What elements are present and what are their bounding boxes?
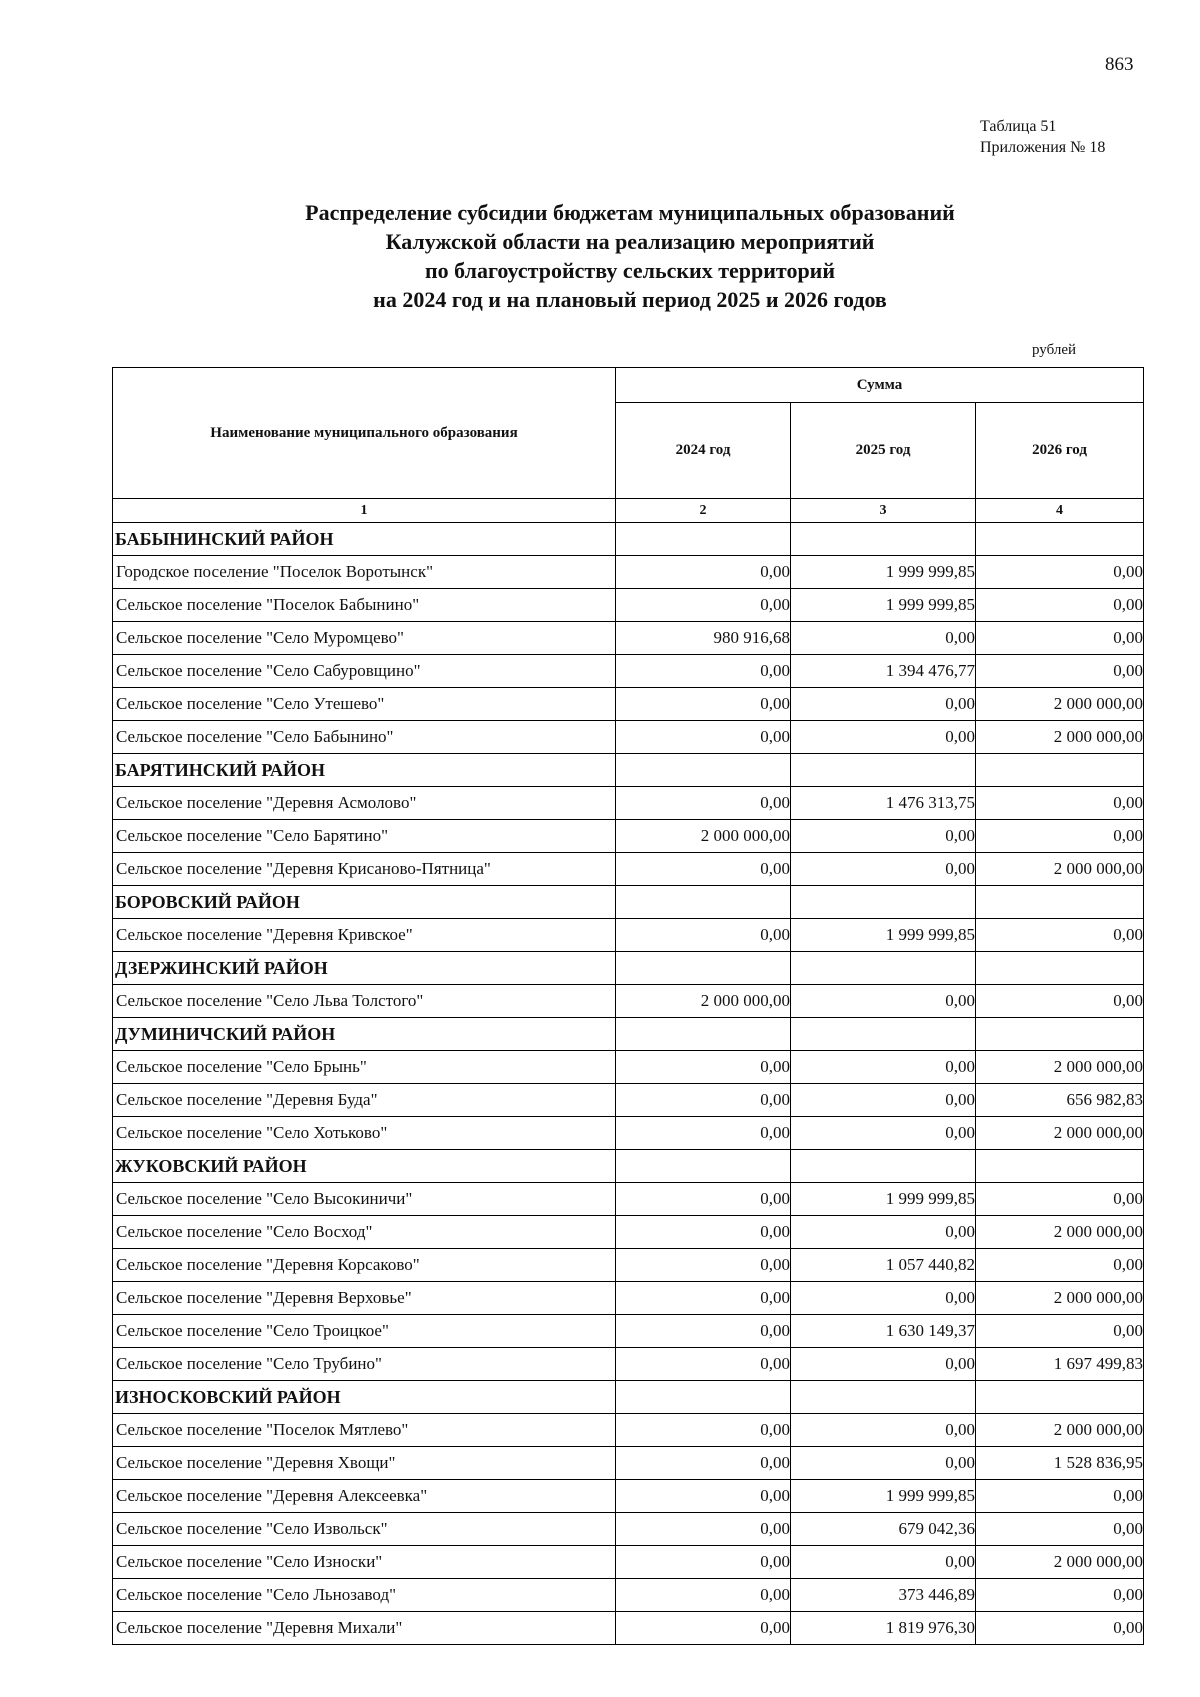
- amount-2025: 1 394 476,77: [791, 655, 976, 688]
- empty-cell: [976, 886, 1144, 919]
- settlement-name: Сельское поселение "Деревня Верховье": [113, 1282, 616, 1315]
- settlement-row: [113, 721, 1144, 754]
- header-name-column: Наименование муниципального образования: [113, 368, 616, 499]
- district-name: ДУМИНИЧСКИЙ РАЙОН: [113, 1018, 616, 1051]
- table-ref-line: Таблица 51: [980, 118, 1057, 135]
- amount-2025: 0,00: [791, 688, 976, 721]
- settlement-row: [113, 820, 1144, 853]
- amount-2024: 0,00: [616, 1579, 791, 1612]
- settlement-row: [113, 688, 1144, 721]
- amount-2026: 2 000 000,00: [976, 1117, 1144, 1150]
- amount-2026: 1 697 499,83: [976, 1348, 1144, 1381]
- settlement-name: Городское поселение "Поселок Воротынск": [113, 556, 616, 589]
- district-name: ДЗЕРЖИНСКИЙ РАЙОН: [113, 952, 616, 985]
- settlement-row: [113, 1249, 1144, 1282]
- amount-2024: 0,00: [616, 1084, 791, 1117]
- amount-2024: 0,00: [616, 589, 791, 622]
- amount-2026: 2 000 000,00: [976, 1282, 1144, 1315]
- amount-2024: 0,00: [616, 1051, 791, 1084]
- empty-cell: [616, 886, 791, 919]
- amount-2026: 0,00: [976, 655, 1144, 688]
- amount-2025: 0,00: [791, 1348, 976, 1381]
- empty-cell: [791, 1150, 976, 1183]
- empty-cell: [791, 754, 976, 787]
- empty-cell: [976, 1150, 1144, 1183]
- amount-2026: 0,00: [976, 985, 1144, 1018]
- amount-2025: 0,00: [791, 985, 976, 1018]
- settlement-row: [113, 622, 1144, 655]
- settlement-name: Сельское поселение "Деревня Крисаново-Пятница": [113, 853, 616, 886]
- amount-2024: 0,00: [616, 1117, 791, 1150]
- amount-2026: 1 528 836,95: [976, 1447, 1144, 1480]
- column-number: 1: [113, 499, 616, 523]
- subsidy-table: [112, 367, 1144, 1645]
- amount-2024: 0,00: [616, 1513, 791, 1546]
- table-ref-line: Приложения № 18: [980, 139, 1106, 156]
- settlement-row: [113, 655, 1144, 688]
- amount-2025: 1 999 999,85: [791, 919, 976, 952]
- empty-cell: [616, 523, 791, 556]
- settlement-name: Сельское поселение "Поселок Бабынино": [113, 589, 616, 622]
- title-line: Распределение субсидии бюджетам муниципальных образований: [305, 200, 955, 225]
- document-title: [150, 198, 1110, 314]
- empty-cell: [791, 886, 976, 919]
- table-body: [113, 523, 1144, 1645]
- settlement-name: Сельское поселение "Село Льнозавод": [113, 1579, 616, 1612]
- amount-2025: 679 042,36: [791, 1513, 976, 1546]
- settlement-row: [113, 1084, 1144, 1117]
- amount-2026: 0,00: [976, 1249, 1144, 1282]
- empty-cell: [616, 754, 791, 787]
- title-line: по благоустройству сельских территорий: [424, 258, 836, 283]
- empty-cell: [791, 523, 976, 556]
- amount-2026: 0,00: [976, 787, 1144, 820]
- district-row: [113, 523, 1144, 556]
- settlement-row: [113, 1216, 1144, 1249]
- amount-2024: 980 916,68: [616, 622, 791, 655]
- settlement-name: Сельское поселение "Поселок Мятлево": [113, 1414, 616, 1447]
- amount-2025: 1 057 440,82: [791, 1249, 976, 1282]
- empty-cell: [616, 952, 791, 985]
- amount-2025: 0,00: [791, 1546, 976, 1579]
- settlement-name: Сельское поселение "Село Хотьково": [113, 1117, 616, 1150]
- settlement-row: [113, 556, 1144, 589]
- amount-2025: 1 999 999,85: [791, 1480, 976, 1513]
- amount-2025: 0,00: [791, 721, 976, 754]
- empty-cell: [791, 1381, 976, 1414]
- empty-cell: [791, 1018, 976, 1051]
- amount-2024: 0,00: [616, 1315, 791, 1348]
- empty-cell: [791, 952, 976, 985]
- amount-2025: 0,00: [791, 1216, 976, 1249]
- settlement-name: Сельское поселение "Деревня Асмолово": [113, 787, 616, 820]
- settlement-name: Сельское поселение "Село Барятино": [113, 820, 616, 853]
- amount-2026: 0,00: [976, 1183, 1144, 1216]
- district-row: [113, 952, 1144, 985]
- district-name: БАБЫНИНСКИЙ РАЙОН: [113, 523, 616, 556]
- amount-2024: 0,00: [616, 787, 791, 820]
- amount-2024: 2 000 000,00: [616, 820, 791, 853]
- settlement-name: Сельское поселение "Село Восход": [113, 1216, 616, 1249]
- settlement-row: [113, 1513, 1144, 1546]
- header-2026: 2026 год: [976, 403, 1144, 499]
- amount-2024: 0,00: [616, 1447, 791, 1480]
- amount-2025: 1 630 149,37: [791, 1315, 976, 1348]
- amount-2024: 0,00: [616, 1612, 791, 1645]
- settlement-name: Сельское поселение "Деревня Кривское": [113, 919, 616, 952]
- settlement-row: [113, 1612, 1144, 1645]
- amount-2024: 0,00: [616, 919, 791, 952]
- amount-2024: 0,00: [616, 655, 791, 688]
- settlement-name: Сельское поселение "Село Брынь": [113, 1051, 616, 1084]
- settlement-row: [113, 1447, 1144, 1480]
- page-number: 863: [1105, 54, 1134, 75]
- district-row: [113, 1381, 1144, 1414]
- amount-2026: 656 982,83: [976, 1084, 1144, 1117]
- district-row: [113, 886, 1144, 919]
- settlement-name: Сельское поселение "Село Троицкое": [113, 1315, 616, 1348]
- column-number: 2: [616, 499, 791, 523]
- empty-cell: [976, 754, 1144, 787]
- amount-2026: 0,00: [976, 1612, 1144, 1645]
- amount-2026: 2 000 000,00: [976, 1051, 1144, 1084]
- amount-2024: 0,00: [616, 1480, 791, 1513]
- amount-2024: 0,00: [616, 688, 791, 721]
- settlement-row: [113, 985, 1144, 1018]
- empty-cell: [616, 1381, 791, 1414]
- empty-cell: [616, 1150, 791, 1183]
- settlement-name: Сельское поселение "Село Извольск": [113, 1513, 616, 1546]
- settlement-name: Сельское поселение "Деревня Михали": [113, 1612, 616, 1645]
- amount-2025: 0,00: [791, 1414, 976, 1447]
- amount-2025: 0,00: [791, 853, 976, 886]
- settlement-name: Сельское поселение "Село Износки": [113, 1546, 616, 1579]
- column-number: 4: [976, 499, 1144, 523]
- amount-2026: 2 000 000,00: [976, 853, 1144, 886]
- settlement-row: [113, 1480, 1144, 1513]
- settlement-row: [113, 853, 1144, 886]
- amount-2026: 0,00: [976, 556, 1144, 589]
- settlement-name: Сельское поселение "Село Бабынино": [113, 721, 616, 754]
- header-2025: 2025 год: [791, 403, 976, 499]
- settlement-row: [113, 919, 1144, 952]
- amount-2024: 0,00: [616, 556, 791, 589]
- empty-cell: [976, 1018, 1144, 1051]
- amount-2026: 0,00: [976, 1579, 1144, 1612]
- district-row: [113, 754, 1144, 787]
- amount-2026: 2 000 000,00: [976, 1216, 1144, 1249]
- amount-2026: 0,00: [976, 820, 1144, 853]
- amount-2026: 0,00: [976, 622, 1144, 655]
- amount-2024: 0,00: [616, 1183, 791, 1216]
- empty-cell: [976, 523, 1144, 556]
- settlement-row: [113, 1414, 1144, 1447]
- settlement-row: [113, 589, 1144, 622]
- amount-2024: 0,00: [616, 1414, 791, 1447]
- amount-2025: 0,00: [791, 1084, 976, 1117]
- amount-2026: 2 000 000,00: [976, 721, 1144, 754]
- amount-2026: 0,00: [976, 919, 1144, 952]
- amount-2024: 0,00: [616, 1216, 791, 1249]
- amount-2025: 1 476 313,75: [791, 787, 976, 820]
- title-line: на 2024 год и на плановый период 2025 и 2026 годов: [373, 287, 887, 312]
- amount-2025: 1 819 976,30: [791, 1612, 976, 1645]
- settlement-name: Сельское поселение "Село Утешево": [113, 688, 616, 721]
- amount-2026: 0,00: [976, 589, 1144, 622]
- district-row: [113, 1150, 1144, 1183]
- settlement-row: [113, 1546, 1144, 1579]
- settlement-name: Сельское поселение "Село Сабуровщино": [113, 655, 616, 688]
- amount-2026: 2 000 000,00: [976, 1414, 1144, 1447]
- amount-2024: 0,00: [616, 1546, 791, 1579]
- settlement-name: Сельское поселение "Село Трубино": [113, 1348, 616, 1381]
- amount-2025: 1 999 999,85: [791, 556, 976, 589]
- amount-2025: 373 446,89: [791, 1579, 976, 1612]
- amount-2025: 0,00: [791, 820, 976, 853]
- units-label: рублей: [1032, 342, 1077, 358]
- amount-2025: 0,00: [791, 622, 976, 655]
- empty-cell: [976, 1381, 1144, 1414]
- settlement-row: [113, 1051, 1144, 1084]
- district-name: ИЗНОСКОВСКИЙ РАЙОН: [113, 1381, 616, 1414]
- header-sum: Сумма: [616, 368, 1144, 403]
- empty-cell: [976, 952, 1144, 985]
- amount-2024: 0,00: [616, 853, 791, 886]
- table-reference: [980, 116, 1105, 158]
- amount-2026: 2 000 000,00: [976, 688, 1144, 721]
- settlement-row: [113, 1282, 1144, 1315]
- amount-2025: 1 999 999,85: [791, 589, 976, 622]
- settlement-name: Сельское поселение "Село Высокиничи": [113, 1183, 616, 1216]
- district-name: ЖУКОВСКИЙ РАЙОН: [113, 1150, 616, 1183]
- empty-cell: [616, 1018, 791, 1051]
- amount-2026: 0,00: [976, 1480, 1144, 1513]
- amount-2025: 0,00: [791, 1447, 976, 1480]
- settlement-name: Сельское поселение "Село Льва Толстого": [113, 985, 616, 1018]
- settlement-row: [113, 1348, 1144, 1381]
- amount-2025: 0,00: [791, 1282, 976, 1315]
- settlement-row: [113, 1315, 1144, 1348]
- amount-2025: 1 999 999,85: [791, 1183, 976, 1216]
- amount-2024: 0,00: [616, 721, 791, 754]
- settlement-name: Сельское поселение "Деревня Алексеевка": [113, 1480, 616, 1513]
- settlement-row: [113, 787, 1144, 820]
- settlement-name: Сельское поселение "Деревня Корсаково": [113, 1249, 616, 1282]
- settlement-name: Сельское поселение "Деревня Хвощи": [113, 1447, 616, 1480]
- amount-2026: 2 000 000,00: [976, 1546, 1144, 1579]
- amount-2025: 0,00: [791, 1051, 976, 1084]
- district-name: БОРОВСКИЙ РАЙОН: [113, 886, 616, 919]
- title-line: Калужской области на реализацию мероприятий: [385, 229, 875, 254]
- settlement-row: [113, 1117, 1144, 1150]
- settlement-row: [113, 1579, 1144, 1612]
- amount-2024: 0,00: [616, 1282, 791, 1315]
- amount-2024: 0,00: [616, 1249, 791, 1282]
- district-row: [113, 1018, 1144, 1051]
- amount-2026: 0,00: [976, 1513, 1144, 1546]
- table-header: [113, 368, 1144, 523]
- amount-2024: 0,00: [616, 1348, 791, 1381]
- settlement-name: Сельское поселение "Село Муромцево": [113, 622, 616, 655]
- amount-2025: 0,00: [791, 1117, 976, 1150]
- header-2024: 2024 год: [616, 403, 791, 499]
- column-number: 3: [791, 499, 976, 523]
- amount-2026: 0,00: [976, 1315, 1144, 1348]
- district-name: БАРЯТИНСКИЙ РАЙОН: [113, 754, 616, 787]
- settlement-row: [113, 1183, 1144, 1216]
- settlement-name: Сельское поселение "Деревня Буда": [113, 1084, 616, 1117]
- amount-2024: 2 000 000,00: [616, 985, 791, 1018]
